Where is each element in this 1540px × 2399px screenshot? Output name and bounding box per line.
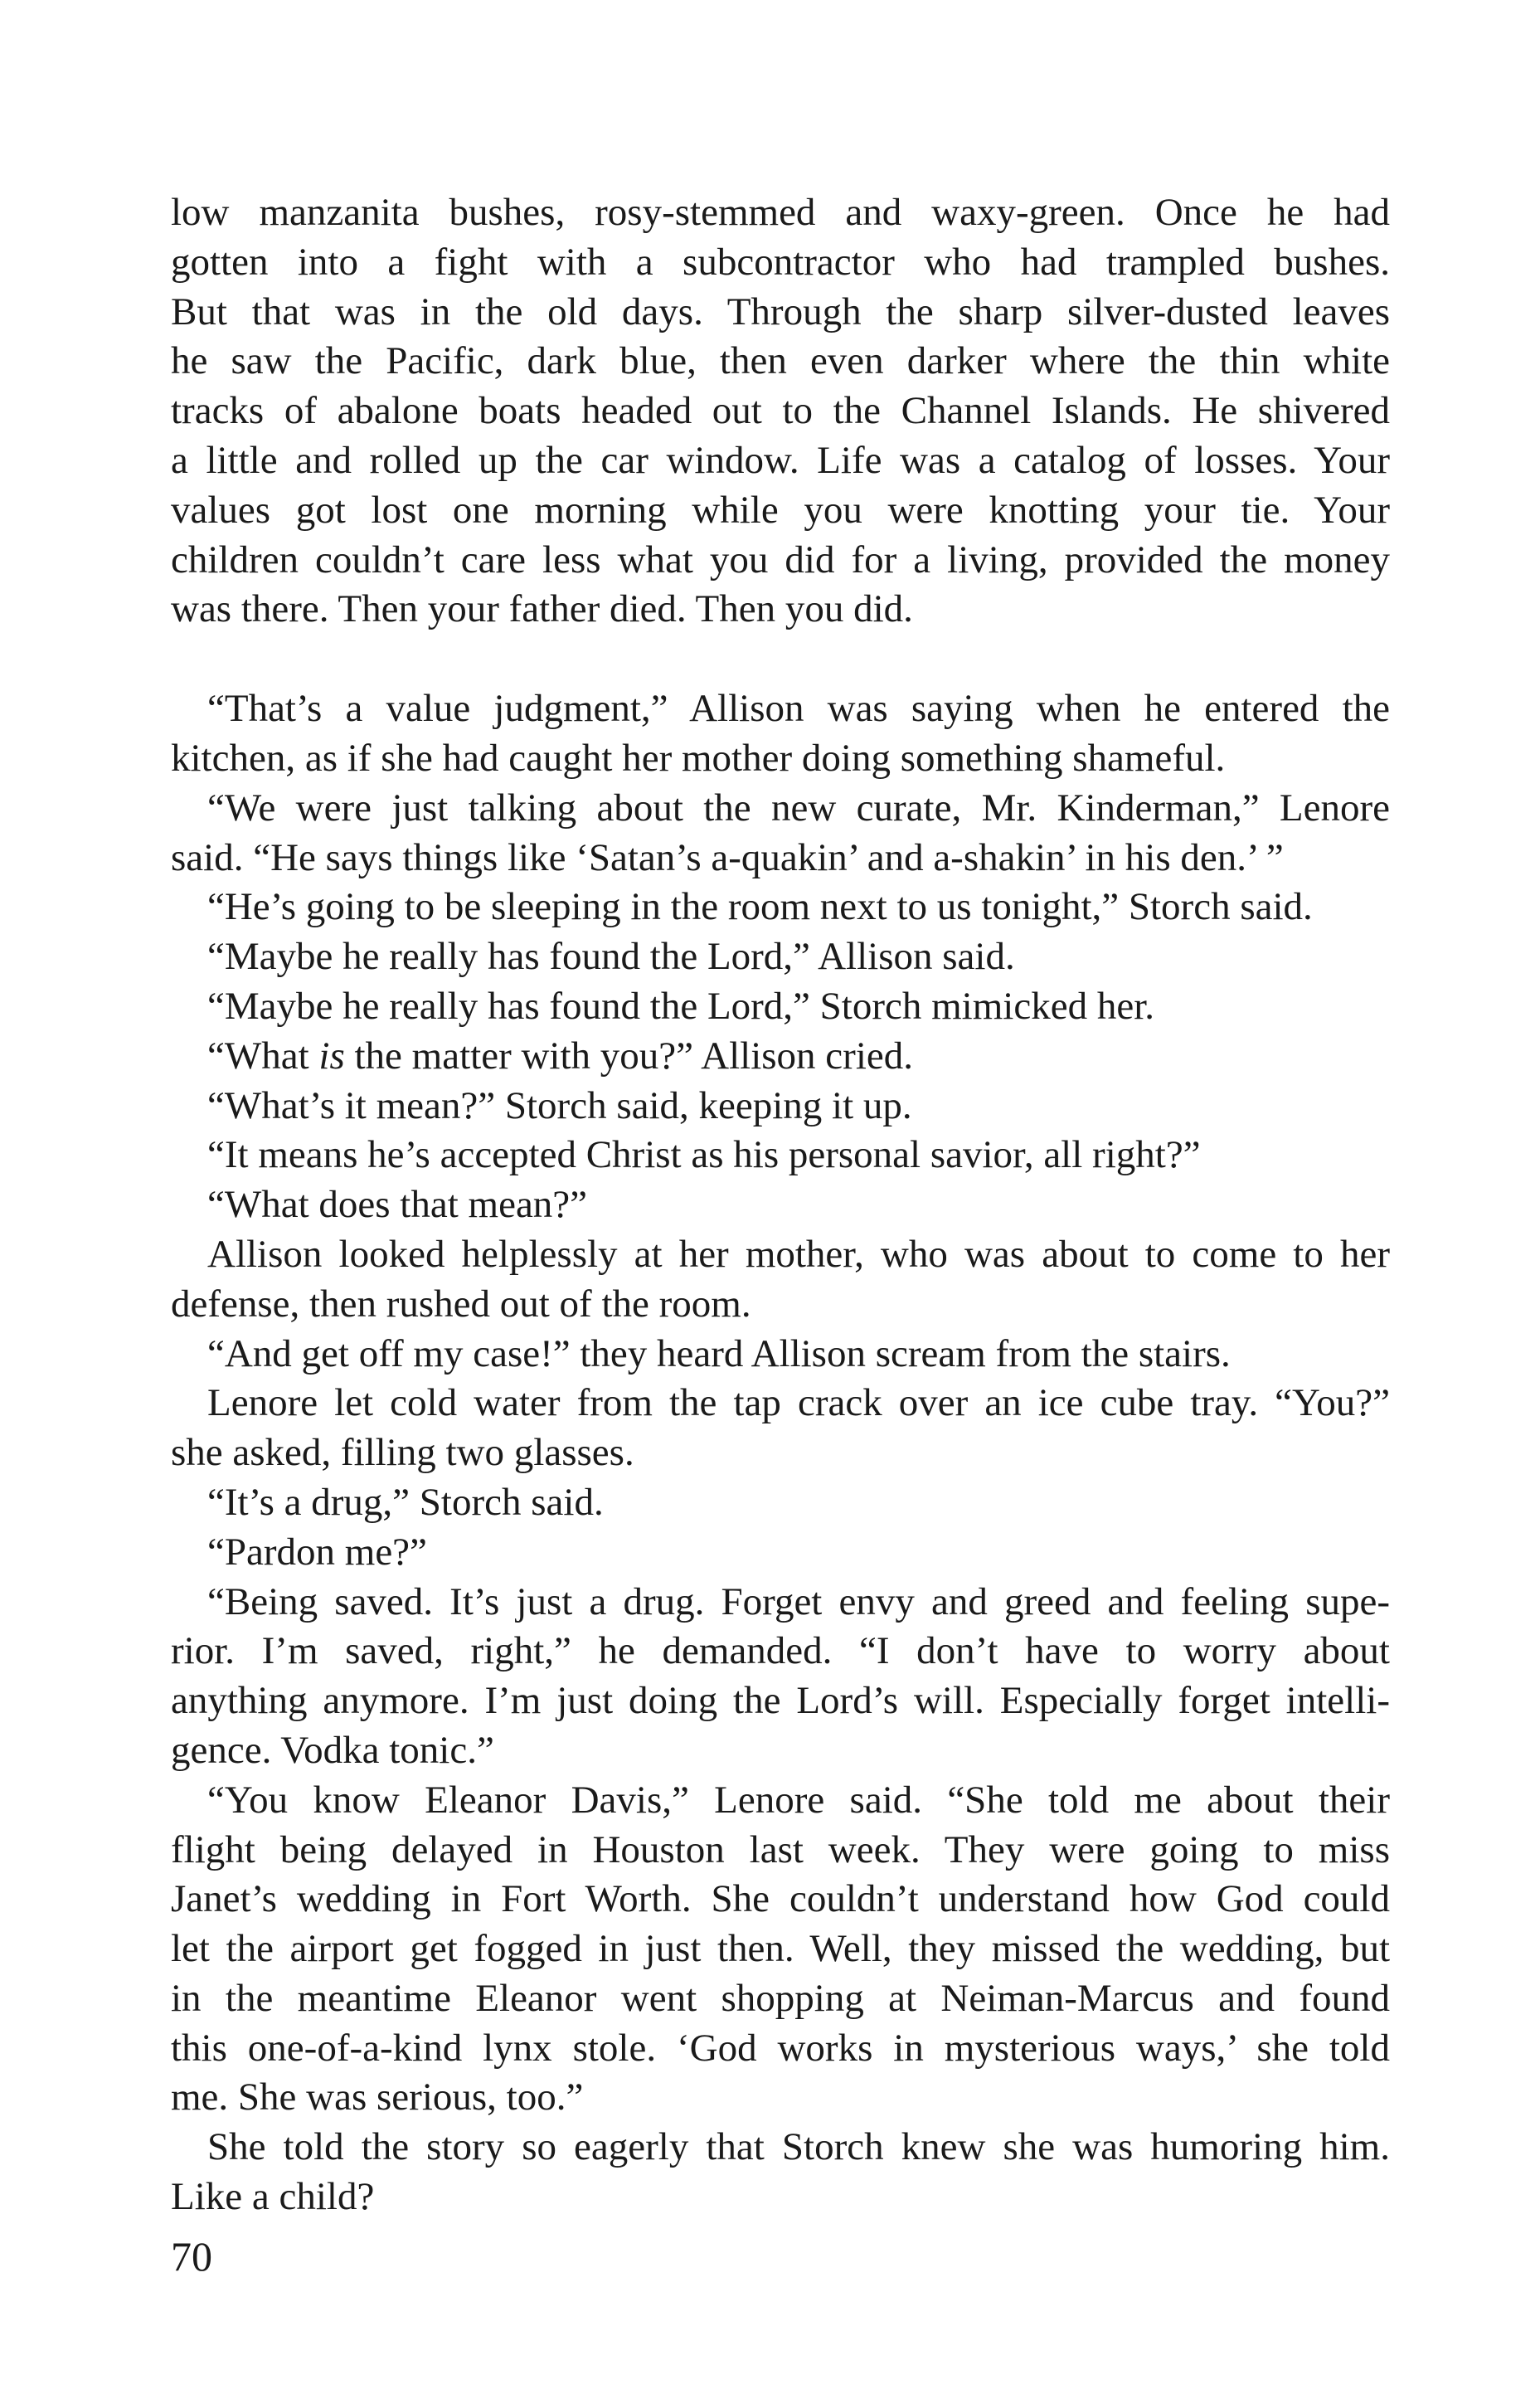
body-text (171, 188, 1390, 2222)
text-line: “Pardon me?” (207, 1530, 427, 1574)
text-line: “That’s a value judgment,” Allison was saying when he entered the (207, 687, 1390, 731)
text-line: rior. I’m saved, right,” he demanded. “I don’t have to worry about (171, 1629, 1390, 1673)
text-line: “You know Eleanor Davis,” Lenore said. “She told me about their (207, 1778, 1390, 1822)
text-line: “We were just talking about the new curate, Mr. Kinderman,” Lenore (207, 786, 1390, 830)
dialogue-section (171, 684, 1390, 2222)
text-line: Lenore let cold water from the tap crack over an ice cube tray. “You?” (207, 1381, 1390, 1425)
emphasis: is (318, 1034, 345, 1078)
page-number: 70 (171, 2233, 212, 2280)
text-line: let the airport get fogged in just then. Well, they missed the wedding, but (171, 1927, 1390, 1971)
text-line: But that was in the old days. Through the sharp silver-dusted leaves (171, 290, 1390, 333)
text-line: me. She was serious, too.” (171, 2075, 584, 2119)
text-line: Janet’s wedding in Fort Worth. She couldn’t understand how God could (171, 1877, 1390, 1921)
text-line: “And get off my case!” they heard Allison scream from the stairs. (207, 1331, 1231, 1375)
text-line: “Maybe he really has found the Lord,” Storch mimicked her. (207, 984, 1154, 1028)
text-line: gence. Vodka tonic.” (171, 1728, 494, 1772)
text-line: “Being saved. It’s just a drug. Forget envy and greed and feeling supe- (207, 1579, 1390, 1623)
text-line: he saw the Pacific, dark blue, then even darker where the thin white (171, 339, 1390, 383)
text-line: defense, then rushed out of the room. (171, 1282, 751, 1326)
text-line: “What’s it mean?” Storch said, keeping it up. (207, 1083, 912, 1127)
text-line: flight being delayed in Houston last week. They were going to miss (171, 1827, 1390, 1871)
text-line: gotten into a fight with a subcontractor who had trampled bushes. (171, 240, 1390, 284)
text-line: children couldn’t care less what you did for a living, provided the money (171, 538, 1390, 582)
text-line: this one-of-a-kind lynx stole. ‘God works in mysterious ways,’ she told (171, 2026, 1390, 2070)
section-break (171, 635, 1390, 684)
text-line: “He’s going to be sleeping in the room next to us tonight,” Storch said. (207, 885, 1313, 929)
text-line: Like a child? (171, 2175, 375, 2219)
text-line: “Maybe he really has found the Lord,” Allison said. (207, 935, 1015, 979)
text-line: she asked, filling two glasses. (171, 1431, 634, 1475)
text-line: low manzanita bushes, rosy-stemmed and waxy-green. Once he had (171, 191, 1390, 234)
text-line: anything anymore. I’m just doing the Lord’s will. Especially forget intelli- (171, 1679, 1390, 1723)
paragraph-1 (171, 188, 1390, 635)
text-line: “It means he’s accepted Christ as his personal savior, all right?” (207, 1133, 1201, 1177)
text-line: in the meantime Eleanor went shopping at Neiman-Marcus and found (171, 1976, 1390, 2020)
text-line: was there. Then your father died. Then you did. (171, 587, 913, 631)
text-line: “What does that mean?” (207, 1183, 588, 1227)
text-line: “It’s a drug,” Storch said. (207, 1480, 604, 1524)
text-line: said. “He says things like ‘Satan’s a-quakin’ and a-shakin’ in his den.’ ” (171, 835, 1284, 879)
text-line: kitchen, as if she had caught her mother doing something shameful. (171, 736, 1226, 780)
text-line: She told the story so eagerly that Storch knew she was humoring him. (207, 2125, 1390, 2169)
text-line: a little and rolled up the car window. Life was a catalog of losses. Your (171, 438, 1390, 482)
text-line: values got lost one morning while you were knotting your tie. Your (171, 488, 1390, 532)
text-line: tracks of abalone boats headed out to the Channel Islands. He shivered (171, 389, 1390, 433)
text-line: Allison looked helplessly at her mother, who was about to come to her (207, 1232, 1390, 1276)
text-line: “What is the matter with you?” Allison cried. (207, 1034, 913, 1078)
